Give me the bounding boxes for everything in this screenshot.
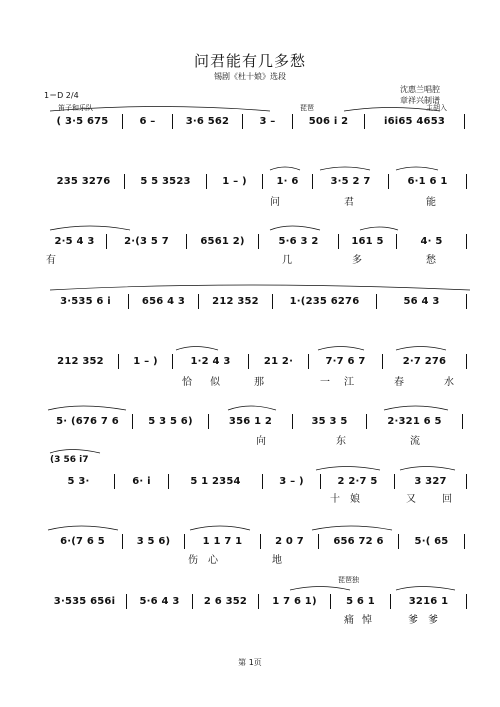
measure: 56 4 3 bbox=[403, 295, 440, 307]
measure: 35 3 5 bbox=[311, 415, 348, 427]
score-row-4 bbox=[44, 293, 468, 309]
score-row-5 bbox=[44, 353, 468, 369]
measure: 3·535 6 i bbox=[60, 295, 111, 307]
bar-line bbox=[258, 594, 259, 609]
bar-line bbox=[258, 234, 259, 249]
measure: 506 i 2 bbox=[308, 115, 349, 127]
score-row-1 bbox=[44, 113, 468, 129]
bar-line bbox=[466, 354, 467, 369]
lyric-char: 东 bbox=[336, 436, 346, 447]
lyric-char: 几 bbox=[282, 255, 292, 266]
lyric-char: 伤 bbox=[188, 555, 198, 566]
measure: 6·(7 6 5 bbox=[60, 535, 105, 547]
lyric-char: 悼 bbox=[362, 615, 372, 626]
bar-line bbox=[186, 234, 187, 249]
bar-line bbox=[330, 594, 331, 609]
score-row-6 bbox=[44, 413, 468, 429]
score-row-8 bbox=[44, 533, 468, 549]
page-number: 第 1页 bbox=[238, 658, 262, 667]
measure: 3 327 bbox=[414, 475, 447, 487]
measure: 5 3· bbox=[67, 475, 90, 487]
measure: 7·7 6 7 bbox=[325, 355, 366, 367]
measure: 6· i bbox=[132, 475, 151, 487]
measure: 3·6 562 bbox=[185, 115, 230, 127]
lyric-char: 那 bbox=[254, 377, 264, 388]
lyrics-row-3 bbox=[44, 251, 468, 265]
lyrics-row-6 bbox=[44, 432, 468, 446]
bar-line bbox=[132, 414, 133, 429]
lyrics-row-2 bbox=[44, 193, 468, 207]
bar-line bbox=[292, 114, 293, 129]
bar-line bbox=[466, 174, 467, 189]
measure: ( 3·5 675 bbox=[56, 115, 109, 127]
bar-line bbox=[376, 294, 377, 309]
lyric-char: 春 bbox=[394, 377, 404, 388]
bar-line bbox=[320, 474, 321, 489]
lyric-char: 流 bbox=[410, 436, 420, 447]
measure: 3216 1 bbox=[408, 595, 449, 607]
key-signature: 1＝D 2/4 bbox=[44, 91, 79, 100]
lyric-char: 江 bbox=[344, 377, 354, 388]
measure: 21 2· bbox=[263, 355, 294, 367]
lyrics-row-5 bbox=[44, 373, 468, 387]
bar-line bbox=[128, 294, 129, 309]
measure: 1 7 6 1) bbox=[272, 595, 317, 607]
measure: 2·5 4 3 bbox=[54, 235, 95, 247]
bar-line bbox=[248, 354, 249, 369]
lyric-char: 又 bbox=[406, 494, 416, 505]
lyric-char: 爹 bbox=[408, 615, 418, 626]
lyric-char: 恰 bbox=[182, 377, 192, 388]
measure: 2 0 7 bbox=[275, 535, 304, 547]
bar-line bbox=[466, 234, 467, 249]
measure: 2·(3 5 7 bbox=[124, 235, 169, 247]
lyric-char: 一 bbox=[320, 377, 330, 388]
measure: 235 3276 bbox=[56, 175, 111, 187]
bar-line bbox=[390, 594, 391, 609]
measure: 2·321 6 5 bbox=[387, 415, 442, 427]
measure: 161 5 bbox=[351, 235, 384, 247]
measure: 5·6 3 2 bbox=[278, 235, 319, 247]
score-row-7 bbox=[44, 473, 468, 489]
measure: 3·535 656i bbox=[53, 595, 116, 607]
bar-line bbox=[168, 474, 169, 489]
lyric-char: 十 bbox=[330, 494, 340, 505]
bar-line bbox=[262, 474, 263, 489]
bar-line bbox=[192, 594, 193, 609]
bar-line bbox=[198, 294, 199, 309]
measure: 5 5 3523 bbox=[140, 175, 191, 187]
lyrics-row-9 bbox=[44, 611, 468, 625]
measure: 5· (676 7 6 bbox=[56, 415, 119, 427]
bar-line bbox=[464, 534, 465, 549]
measure: 656 72 6 bbox=[333, 535, 384, 547]
bar-line bbox=[114, 474, 115, 489]
bar-line bbox=[292, 414, 293, 429]
bar-line bbox=[308, 354, 309, 369]
lyrics-row-7 bbox=[44, 490, 468, 504]
bar-line bbox=[394, 474, 395, 489]
score-row-2 bbox=[44, 173, 468, 189]
pipa-solo-note: 琵琶独 bbox=[338, 576, 359, 584]
lyric-char: 心 bbox=[208, 555, 218, 566]
bar-line bbox=[396, 234, 397, 249]
bar-line bbox=[172, 354, 173, 369]
measure: 6 – bbox=[139, 115, 156, 127]
lyric-char: 愁 bbox=[426, 255, 436, 266]
measure: 5 1 2354 bbox=[190, 475, 241, 487]
measure: 1·2 4 3 bbox=[190, 355, 231, 367]
measure: 2 6 352 bbox=[203, 595, 248, 607]
measure: 656 4 3 bbox=[141, 295, 186, 307]
bar-line bbox=[122, 534, 123, 549]
lyric-char: 似 bbox=[210, 377, 220, 388]
measure: 6561 2) bbox=[200, 235, 245, 247]
bar-line bbox=[208, 414, 209, 429]
song-title: 问君能有几多愁 bbox=[193, 52, 306, 70]
bar-line bbox=[272, 294, 273, 309]
song-subtitle: 锡剧《杜十娘》选段 bbox=[214, 72, 286, 81]
measure: 1 – ) bbox=[222, 175, 247, 187]
bar-line bbox=[118, 354, 119, 369]
pipa-note: 琵琶 bbox=[300, 104, 314, 112]
measure: 3 5 6) bbox=[136, 535, 171, 547]
measure: 2 2·7 5 bbox=[337, 475, 378, 487]
bar-line bbox=[262, 174, 263, 189]
bar-line bbox=[364, 114, 365, 129]
bar-line bbox=[338, 234, 339, 249]
lyric-char: 向 bbox=[256, 436, 266, 447]
bar-line bbox=[382, 354, 383, 369]
measure: 5 6 1 bbox=[346, 595, 375, 607]
lyric-char: 地 bbox=[272, 555, 282, 566]
lyric-char: 能 bbox=[426, 197, 436, 208]
lyric-char: 君 bbox=[344, 197, 354, 208]
bar-line bbox=[388, 174, 389, 189]
measure: 2·7 276 bbox=[402, 355, 447, 367]
arranger-credit: 章祥兴制谱 bbox=[400, 96, 440, 105]
bar-line bbox=[184, 534, 185, 549]
measure: 1· 6 bbox=[276, 175, 299, 187]
bar-line bbox=[398, 534, 399, 549]
bar-line bbox=[466, 294, 467, 309]
bar-line bbox=[462, 414, 463, 429]
lyric-char: 回 bbox=[442, 494, 452, 505]
lyric-char: 爹 bbox=[428, 615, 438, 626]
measure: 3 – ) bbox=[279, 475, 304, 487]
measure: 1 1 7 1 bbox=[202, 535, 243, 547]
row7-upper-notes: (3 56 i7 bbox=[50, 455, 89, 465]
bar-line bbox=[126, 594, 127, 609]
bar-line bbox=[260, 534, 261, 549]
bar-line bbox=[312, 174, 313, 189]
zhuhu-note: 主胡入 bbox=[426, 104, 447, 112]
bar-line bbox=[242, 114, 243, 129]
lyric-char: 痛 bbox=[344, 615, 354, 626]
score-row-9 bbox=[44, 593, 468, 609]
measure: 1 – ) bbox=[133, 355, 158, 367]
measure: 3 – bbox=[259, 115, 276, 127]
bar-line bbox=[318, 534, 319, 549]
bar-line bbox=[124, 174, 125, 189]
measure: 5·6 4 3 bbox=[139, 595, 180, 607]
measure: 4· 5 bbox=[420, 235, 443, 247]
measure: 212 352 bbox=[57, 355, 104, 367]
measure: i6i65 4653 bbox=[383, 115, 446, 127]
lyric-char: 水 bbox=[444, 377, 454, 388]
measure: 6·1 6 1 bbox=[407, 175, 448, 187]
lyric-char: 问 bbox=[270, 197, 280, 208]
bar-line bbox=[366, 414, 367, 429]
measure: 212 352 bbox=[212, 295, 259, 307]
lyric-char: 多 bbox=[352, 255, 362, 266]
bar-line bbox=[172, 114, 173, 129]
bar-line bbox=[106, 234, 107, 249]
measure: 5·( 65 bbox=[414, 535, 449, 547]
bar-line bbox=[466, 474, 467, 489]
bar-line bbox=[464, 114, 465, 129]
lyrics-row-8 bbox=[44, 551, 468, 565]
score-row-3 bbox=[44, 233, 468, 249]
bar-line bbox=[466, 594, 467, 609]
measure: 5 3 5 6) bbox=[148, 415, 193, 427]
lyric-char: 娘 bbox=[350, 494, 360, 505]
singer-credit: 沈惠兰唱腔 bbox=[400, 85, 440, 94]
lyric-char: 有 bbox=[46, 255, 56, 266]
measure: 3·5 2 7 bbox=[330, 175, 371, 187]
bar-line bbox=[206, 174, 207, 189]
measure: 356 1 2 bbox=[228, 415, 273, 427]
flute-band-note: 笛子和乐队 bbox=[58, 104, 93, 112]
measure: 1·(235 6276 bbox=[289, 295, 360, 307]
bar-line bbox=[122, 114, 123, 129]
